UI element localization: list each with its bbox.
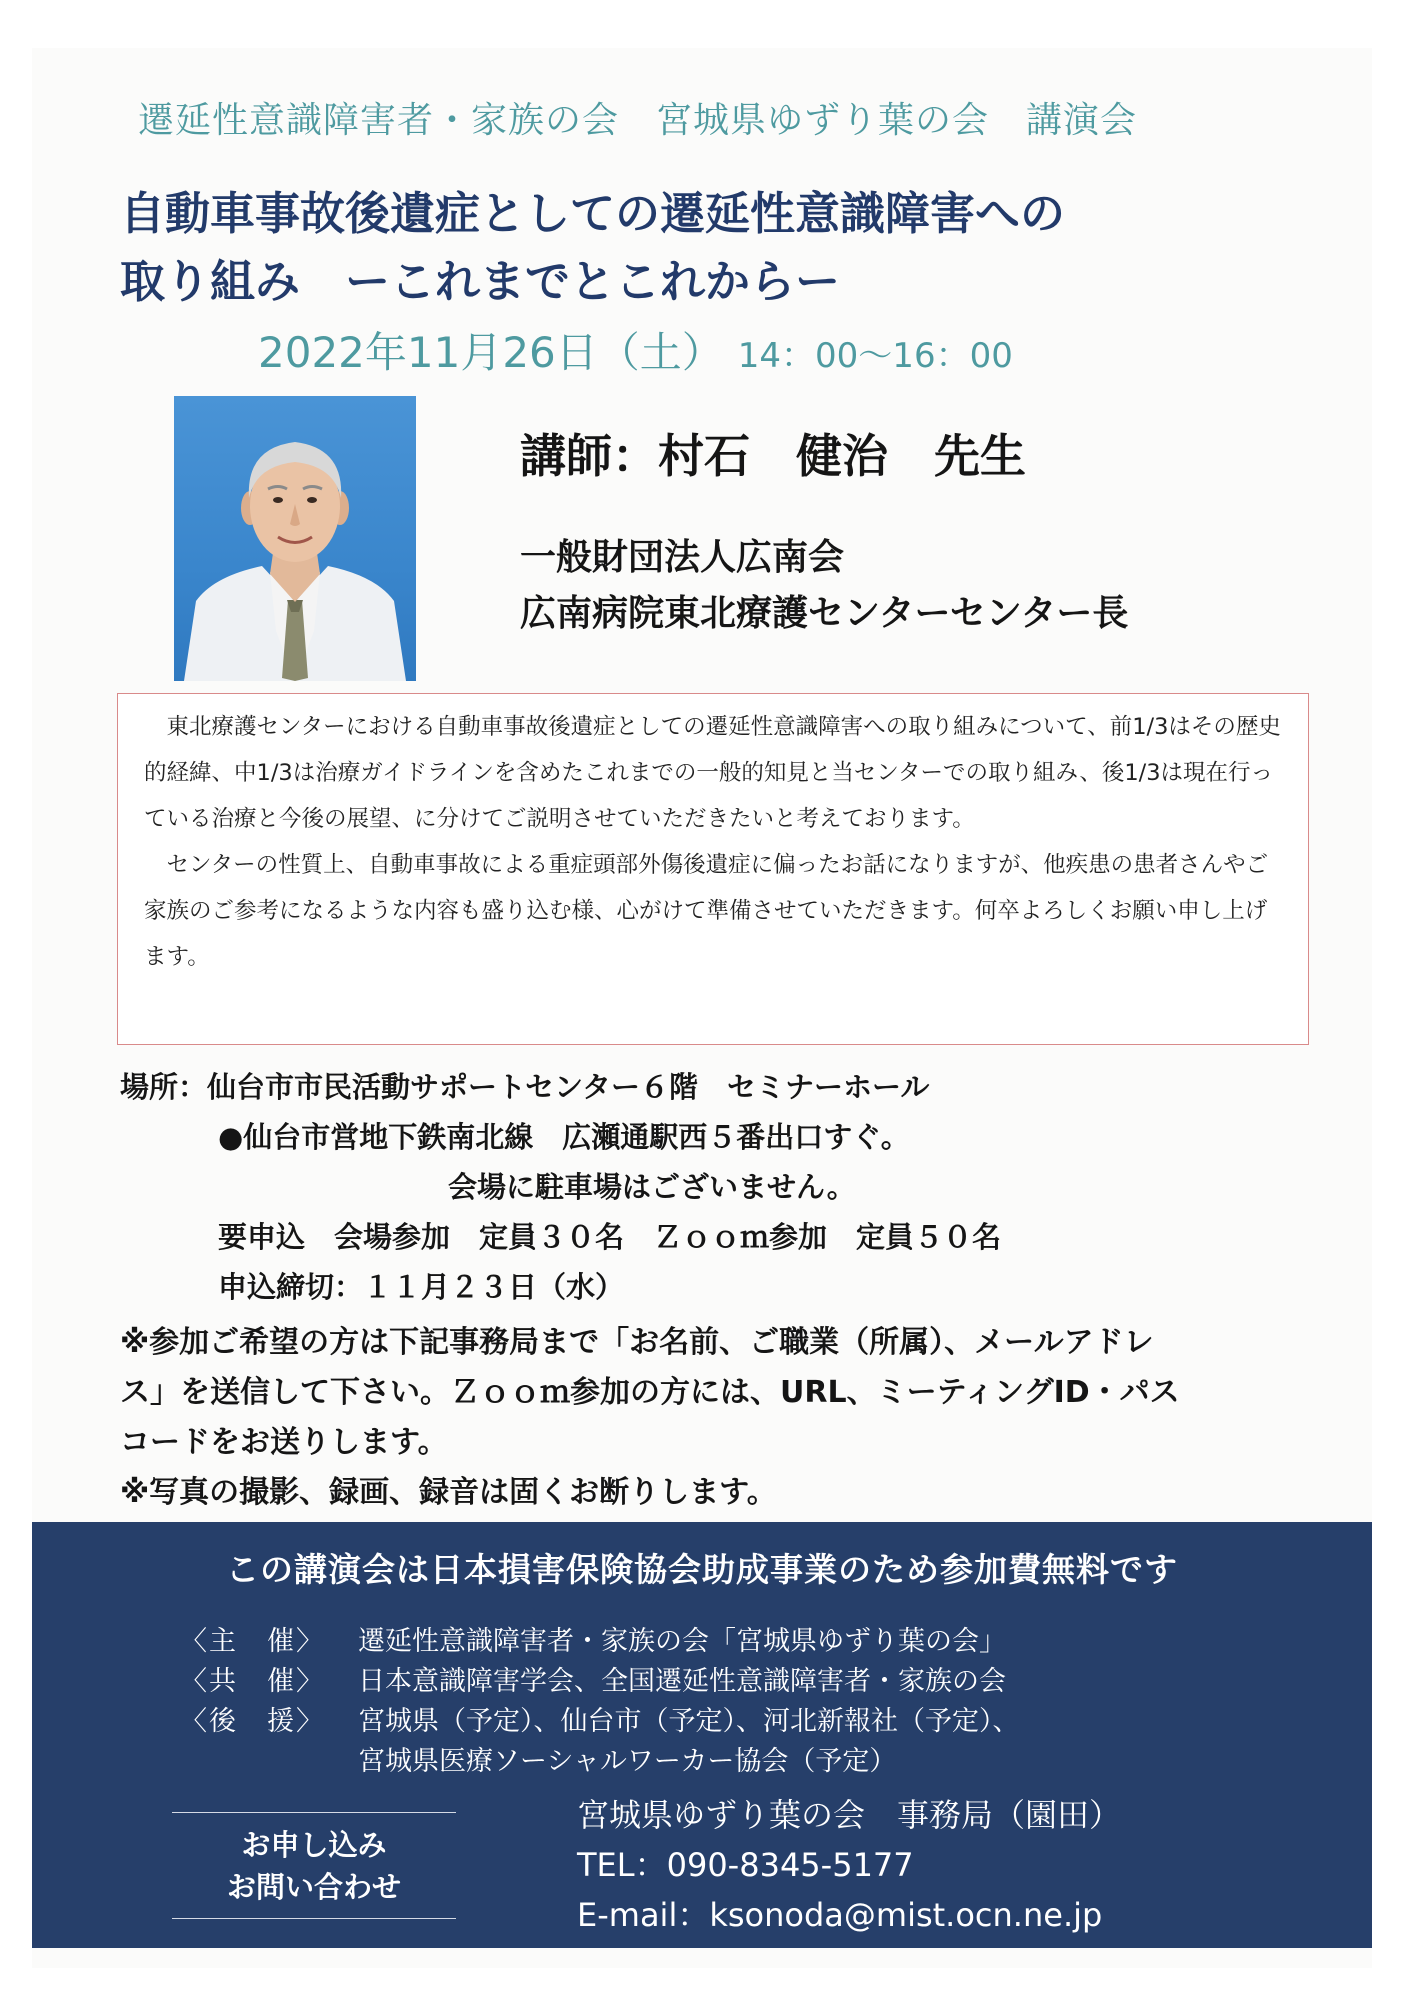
participation-notes <box>120 1318 1300 1518</box>
speaker-name: 講師：村石 健治 先生 <box>520 429 1026 483</box>
organizer-row <box>180 1742 1020 1782</box>
contact-label-line-1: お申し込み <box>241 1828 387 1862</box>
speaker-affiliation-line-2: 広南病院東北療護センターセンター長 <box>520 593 1129 634</box>
note-line-1: ※参加ご希望の方は下記事務局まで「お名前、ご職業（所属）、メールアドレ <box>120 1325 1154 1360</box>
contact-divider-bottom <box>172 1918 456 1919</box>
speaker-affiliation <box>520 530 1128 642</box>
speaker-affiliation-line-1: 一般財団法人広南会 <box>520 537 845 578</box>
contact-email[interactable]: E-mail：ksonoda@mist.ocn.ne.jp <box>577 1896 1103 1934</box>
application-deadline: 申込締切：１１月２３日（水） <box>218 1270 625 1304</box>
contact-label-line-2: お問い合わせ <box>226 1870 401 1904</box>
organizer-role: 〈主 催〉 <box>180 1626 325 1657</box>
organizer-text: 宮城県医療ソーシャルワーカー協会（予定） <box>358 1746 897 1777</box>
contact-office: 宮城県ゆずり葉の会 事務局（園田） <box>577 1796 1122 1834</box>
lecture-title-line-1: 自動車事故後遺症としての遷延性意識障害への <box>120 187 1066 240</box>
contact-tel[interactable]: TEL：090-8345-5177 <box>577 1846 914 1884</box>
organizer-text: 遷延性意識障害者・家族の会「宮城県ゆずり葉の会」 <box>358 1626 1006 1657</box>
lecture-title <box>120 180 1065 316</box>
organizer-row <box>180 1702 1020 1742</box>
speaker-photo <box>174 396 416 681</box>
note-line-3: コードをお送りします。 <box>120 1425 448 1460</box>
note-line-4: ※写真の撮影、録画、録音は固くお断りします。 <box>120 1475 777 1510</box>
speaker-portrait-icon <box>174 396 416 681</box>
venue-capacity: 要申込 会場参加 定員３０名 Ｚｏｏｍ参加 定員５０名 <box>218 1220 1002 1254</box>
venue-info <box>120 1062 1001 1312</box>
event-datetime <box>258 320 1013 380</box>
lecture-description <box>117 693 1309 1045</box>
venue-parking: 会場に駐車場はございません。 <box>448 1170 856 1204</box>
organizer-text: 日本意識障害学会、全国遷延性意識障害者・家族の会 <box>358 1666 1006 1697</box>
contact-divider-top <box>172 1812 456 1813</box>
description-paragraph-2: センターの性質上、自動車事故による重症頭部外傷後遺症に偏ったお話になりますが、他疾患の患者さんやご家族のご参考になるような内容も盛り込む様、心がけて準備させていただきます。何卒よろしくお願い申し上げます。 <box>144 852 1269 970</box>
contact-label <box>172 1824 456 1908</box>
organizer-role: 〈後 援〉 <box>180 1706 325 1737</box>
footer-panel <box>32 1522 1372 1948</box>
free-admission-headline: この講演会は日本損害保険協会助成事業のため参加費無料です <box>226 1550 1178 1589</box>
organizer-row <box>180 1662 1020 1702</box>
organizer-role <box>180 1742 358 1782</box>
organizer-text: 宮城県（予定）、仙台市（予定）、河北新報社（予定）、 <box>358 1706 1020 1737</box>
event-time: 14：00～16：00 <box>737 336 1013 376</box>
venue-place: 場所：仙台市市民活動サポートセンター６階 セミナーホール <box>120 1070 930 1104</box>
organizer-role: 〈共 催〉 <box>180 1666 325 1697</box>
venue-access: ●仙台市営地下鉄南北線 広瀬通駅西５番出口すぐ。 <box>218 1120 910 1154</box>
organizer-list <box>180 1622 1020 1782</box>
organizer-row <box>180 1622 1020 1662</box>
event-date: 2022年11月26日（土） <box>258 328 724 377</box>
series-title: 遷延性意識障害者・家族の会 宮城県ゆずり葉の会 講演会 <box>138 100 1138 141</box>
note-line-2: ス」を送信して下さい。Ｚｏｏｍ参加の方には、URL、ミーティングID・パス <box>120 1375 1180 1410</box>
lecture-title-line-2: 取り組み ーこれまでとこれからー <box>120 255 841 308</box>
contact-info <box>577 1790 1121 1940</box>
description-paragraph-1: 東北療護センターにおける自動車事故後遺症としての遷延性意識障害への取り組みについて、前1/3はその歴史的経緯、中1/3は治療ガイドラインを含めたこれまでの一般的知見と当センターでの取り組み、後1/3は現在行っている治療と今後の展望、に分けてご説明させていただきたいと考えております。 <box>144 714 1281 832</box>
